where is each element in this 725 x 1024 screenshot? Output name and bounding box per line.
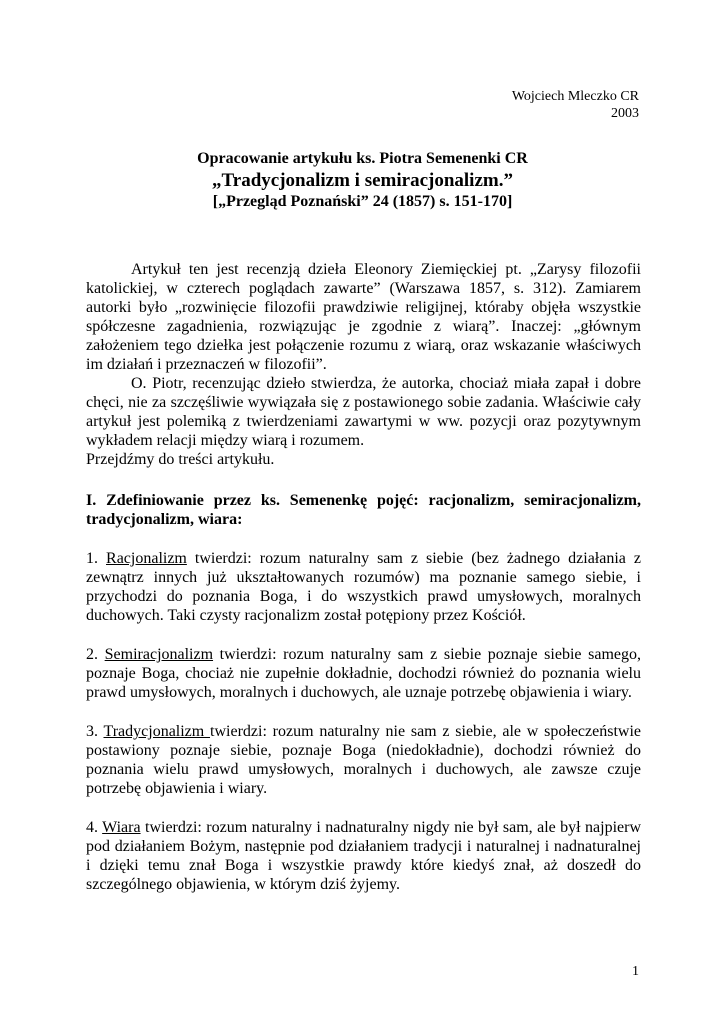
item-number: 3. [86,723,98,740]
author-name: Wojciech Mleczko CR [511,89,639,104]
author-year: 2003 [611,106,639,121]
document-body [86,260,641,894]
definition-item [86,645,641,702]
item-text: twierdzi: rozum naturalny nie sam z siebie, ale w społeczeństwie postawiony poznaje siebie, poznaje Boga (niedokładnie), dochodzi również do poznania wielu prawd umysłowych, moralnych i duchowych, ale zawsze czuje potrzebę objawienia i wiary. [86,723,641,797]
item-text: twierdzi: rozum naturalny sam z siebie poznaje siebie samego, poznaje Boga, chociaż nie zupełnie dokładnie, dochodzi również do poznania wielu prawd umysłowych, moralnych i duchowych, ale uznaje potrzebę objawienia i wiary. [86,646,642,701]
item-text: twierdzi: rozum naturalny i nadnaturalny nigdy nie był sam, ale był najpierw pod działaniem Bożym, następnie pod działaniem tradycji i naturalnej i nadnaturalnej i dzięki temu znał Boga i wszystkie prawdy które kiedyś znał, aż doszedł do szczególnego objawienia, w którym dziś żyjemy. [86,819,641,893]
paragraph-transition: Przejdźmy do treści artykułu. [86,451,275,468]
section-heading: I. Zdefiniowanie przez ks. Semenenkę pojęć: racjonalizm, semiracjonalizm, tradycjonalizm, wiara: [86,492,641,528]
item-number: 1. [86,550,98,567]
paragraph-intro: Artykuł ten jest recenzją dzieła Eleonory Ziemięckiej pt. „Zarysy filozofii katolickiej, w czterech poglądach zawarte” (Warszawa 1857, s. 312). Zamiarem autorki było „rozwinięcie filozofii prawdziwie religijnej, któraby objęła wszystkie spółczesne zagadnienia, rozwiązując je zgodnie z wiarą”. Inaczej: „głównym założeniem tego dziełka jest połączenie rozumu z wiarą, oraz wskazanie właściwych im działań i przeznaczeń w filozofii”. [86,261,641,373]
item-term: Racjonalizm [106,550,187,567]
definition-item [86,722,641,798]
item-term: Wiara [102,819,141,836]
title-block [86,149,639,212]
definition-item [86,549,641,625]
page-number: 1 [632,964,639,979]
definition-item [86,818,641,894]
title-line-2: „Tradycjonalizm i semiracjonalizm.” [212,170,513,191]
item-number: 4. [86,819,98,836]
title-line-1: Opracowanie artykułu ks. Piotra Semenenki CR [197,150,528,167]
title-line-3: [„Przegląd Poznański” 24 (1857) s. 151-170] [212,193,513,210]
item-term: Tradycjonalizm [103,723,211,740]
item-text: twierdzi: rozum naturalny sam z siebie (bez żadnego działania z zewnątrz innych już ukształtowanych rozumów) ma poznanie samego siebie, i przychodzi do poznania Boga, i do wszystkich prawd umysłowych, moralnych duchowych. Taki czysty racjonalizm został potępiony przez Kościół. [86,550,641,624]
item-number: 2. [86,646,98,663]
paragraph-review: O. Piotr, recenzując dzieło stwierdza, że autorka, chociaż miała zapał i dobre chęci, nie za szczęśliwie wywiązała się z postawionego sobie zadania. Właściwie cały artykuł jest polemiką z twierdzeniami zawartymi w ww. pozycji oraz pozytywnym wykładem relacji między wiarą i rozumem. [86,375,641,449]
author-header [512,88,639,122]
item-term: Semiracjonalizm [104,646,214,663]
